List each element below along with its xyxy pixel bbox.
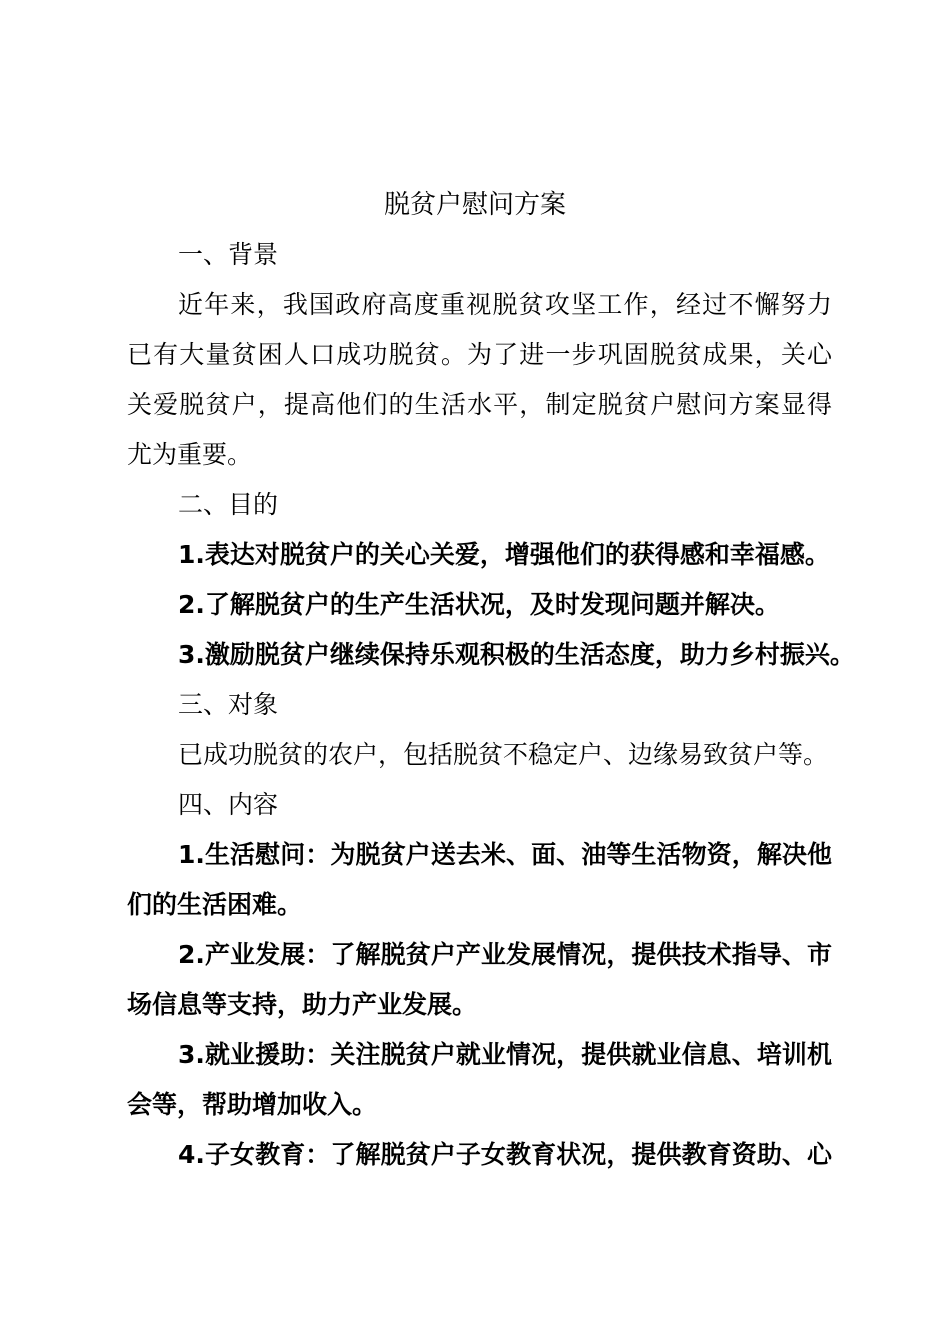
- content-item-line: 场信息等支持，助力产业发展。: [127, 990, 478, 1019]
- content-item-line: 3.就业援助：关注脱贫户就业情况，提供就业信息、培训机: [178, 1040, 832, 1069]
- purpose-item: 2.了解脱贫户的生产生活状况，及时发现问题并解决。: [178, 590, 780, 619]
- paragraph-line: 尤为重要。: [127, 440, 253, 469]
- paragraph-line: 关爱脱贫户，提高他们的生活水平，制定脱贫户慰问方案显得: [127, 390, 832, 419]
- document-title: 脱贫户慰问方案: [383, 190, 566, 220]
- paragraph-line: 已成功脱贫的农户，包括脱贫不稳定户、边缘易致贫户等。: [178, 740, 829, 769]
- purpose-item: 1.表达对脱贫户的关心关爱，增强他们的获得感和幸福感。: [178, 540, 830, 569]
- content-item-line: 4.子女教育：了解脱贫户子女教育状况，提供教育资助、心: [178, 1140, 832, 1169]
- section-heading-content: 四、内容: [178, 790, 279, 819]
- paragraph-line: 近年来，我国政府高度重视脱贫攻坚工作，经过不懈努力: [178, 290, 832, 319]
- purpose-item: 3.激励脱贫户继续保持乐观积极的生活态度，助力乡村振兴。: [178, 640, 855, 669]
- content-item-line: 1.生活慰问：为脱贫户送去米、面、油等生活物资，解决他: [178, 840, 832, 869]
- content-item-line: 们的生活困难。: [127, 890, 303, 919]
- content-item-line: 会等，帮助增加收入。: [127, 1090, 378, 1119]
- content-item-line: 2.产业发展：了解脱贫户产业发展情况，提供技术指导、市: [178, 940, 832, 969]
- section-heading-target: 三、对象: [178, 690, 279, 719]
- paragraph-line: 已有大量贫困人口成功脱贫。为了进一步巩固脱贫成果，关心: [127, 340, 832, 369]
- section-heading-background: 一、背景: [178, 240, 279, 269]
- section-heading-purpose: 二、目的: [178, 490, 279, 519]
